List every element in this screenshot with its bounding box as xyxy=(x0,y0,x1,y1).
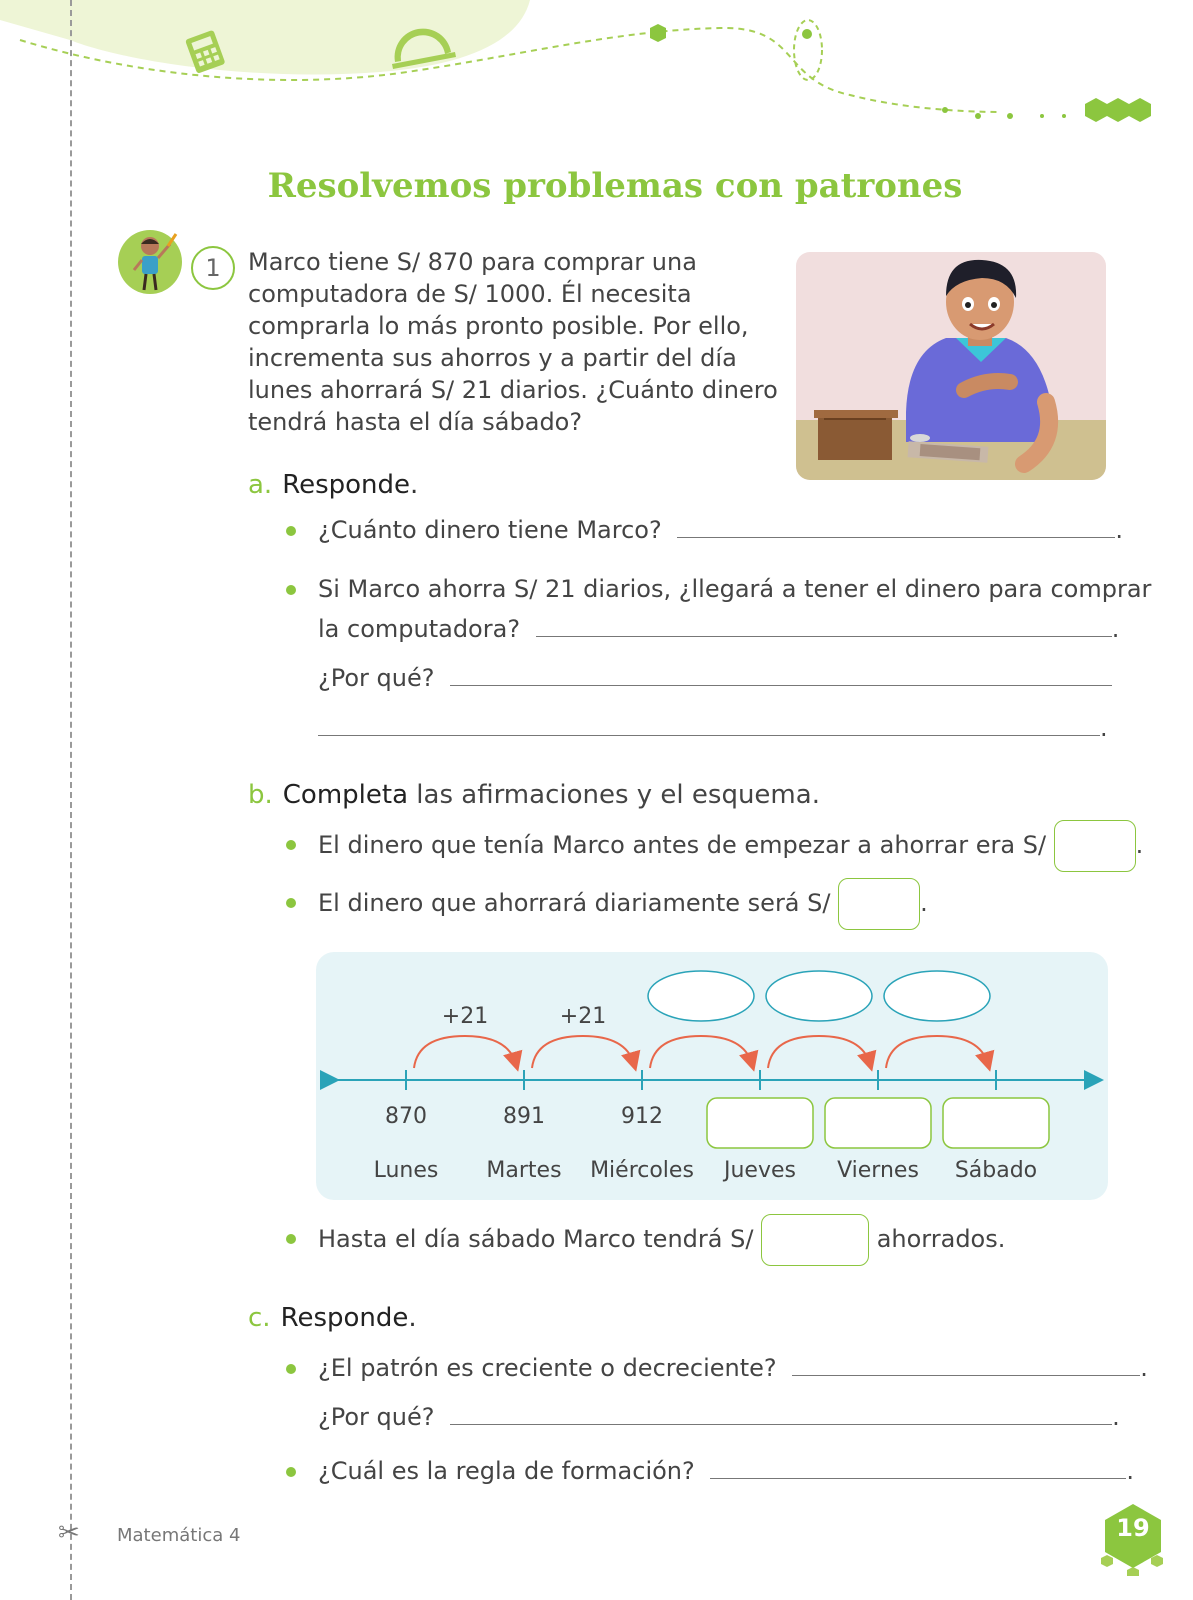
section-a-letter: a. xyxy=(248,470,273,500)
answer-line-a3[interactable] xyxy=(450,665,1112,686)
step-label: +21 xyxy=(559,1004,607,1029)
jump-arrow xyxy=(650,1036,752,1068)
bullet xyxy=(286,840,296,850)
value-answer-box[interactable] xyxy=(825,1098,931,1148)
answer-line-a2[interactable] xyxy=(536,616,1112,637)
bullet xyxy=(286,585,296,595)
section-b-rest: las afirmaciones y el esquema. xyxy=(408,780,820,810)
book-name: Matemática 4 xyxy=(117,1525,241,1546)
jump-arrow xyxy=(886,1036,988,1068)
header-decoration xyxy=(0,0,1193,140)
day-label: Lunes xyxy=(373,1158,439,1183)
cube-icon xyxy=(650,24,666,42)
section-b-heading xyxy=(248,780,820,810)
question-a1-text: ¿Cuánto dinero tiene Marco? xyxy=(318,516,662,544)
problem-text: Marco tiene S/ 870 para comprar una computadora de S/ 1000. Él necesita comprarla lo más pronto posible. Por ello, incrementa sus ahorros y a partir del día lunes ahorrará S/ 21 diarios. ¿Cuánto dinero tendrá hasta el día sábado? xyxy=(248,248,778,436)
answer-line-a3b[interactable] xyxy=(318,715,1100,736)
statement-b3-text: Hasta el día sábado Marco tendrá S/ xyxy=(318,1225,754,1253)
day-label: Martes xyxy=(486,1158,562,1183)
question-a3-text: ¿Por qué? xyxy=(318,664,435,692)
statement-b1-text: El dinero que tenía Marco antes de empezar a ahorrar era S/ xyxy=(318,831,1047,859)
question-a2-text-2: la computadora? xyxy=(318,615,521,643)
answer-line-c2[interactable] xyxy=(450,1404,1112,1425)
day-label: Miércoles xyxy=(590,1158,694,1183)
question-a2 xyxy=(318,575,1151,603)
answer-line-a3-second: . xyxy=(318,714,1108,742)
answer-box-b1[interactable] xyxy=(1054,820,1136,872)
value-answer-box[interactable] xyxy=(707,1098,813,1148)
step-answer-oval[interactable] xyxy=(766,971,872,1021)
question-c3: ¿Cuál es la regla de formación? . xyxy=(318,1457,1134,1485)
section-a-verb: Responde xyxy=(282,470,411,500)
question-a2-continued: la computadora? . xyxy=(318,615,1120,643)
bullet xyxy=(286,898,296,908)
question-c2-text: ¿Por qué? xyxy=(318,1403,435,1431)
value-label: 891 xyxy=(503,1104,545,1129)
section-c-verb: Responde xyxy=(280,1303,409,1333)
day-label: Sábado xyxy=(954,1158,1038,1183)
section-c-heading: c. Responde. xyxy=(248,1303,417,1333)
value-label: 870 xyxy=(385,1104,427,1129)
problem-number: 1 xyxy=(191,246,235,290)
statement-b3-after: ahorrados. xyxy=(876,1225,1006,1253)
jump-arrow xyxy=(768,1036,870,1068)
question-a2-text: Si Marco ahorra S/ 21 diarios, ¿llegará a tener el dinero para comprar xyxy=(318,575,1152,603)
answer-box-b2[interactable] xyxy=(838,878,920,930)
bullet xyxy=(286,526,296,536)
bullet xyxy=(286,1467,296,1477)
value-answer-box[interactable] xyxy=(943,1098,1049,1148)
statement-b2: El dinero que ahorrará diariamente será S/ . xyxy=(318,878,928,930)
boy-counting-money-illustration xyxy=(796,252,1106,480)
dots-decoration xyxy=(942,107,1066,119)
step-answer-oval[interactable] xyxy=(884,971,990,1021)
question-a1: ¿Cuánto dinero tiene Marco? . xyxy=(318,516,1123,544)
section-b-verb: Completa xyxy=(282,780,409,810)
number-line-scheme xyxy=(316,952,1108,1200)
page-title: Resolvemos problemas con patrones xyxy=(267,166,963,206)
section-a-heading: a. Responde. xyxy=(248,470,419,500)
question-c2: ¿Por qué? . xyxy=(318,1403,1120,1431)
bullet xyxy=(286,1234,296,1244)
answer-line-c3[interactable] xyxy=(710,1458,1126,1479)
answer-line-a1[interactable] xyxy=(677,517,1115,538)
cubes-icon xyxy=(1085,98,1151,122)
question-c1: ¿El patrón es creciente o decreciente? . xyxy=(318,1354,1148,1382)
step-answer-oval[interactable] xyxy=(648,971,754,1021)
day-label: Viernes xyxy=(837,1158,919,1183)
question-c3-text: ¿Cuál es la regla de formación? xyxy=(318,1457,695,1485)
statement-b1: El dinero que tenía Marco antes de empezar a ahorrar era S/ . xyxy=(318,820,1143,872)
section-c-letter: c. xyxy=(248,1303,271,1333)
bullet xyxy=(286,1364,296,1374)
statement-b2-text: El dinero que ahorrará diariamente será S/ xyxy=(318,889,831,917)
jump-arrow xyxy=(414,1036,516,1068)
step-label: +21 xyxy=(441,1004,489,1029)
jump-arrow xyxy=(532,1036,634,1068)
section-b-letter: b. xyxy=(248,780,273,810)
answer-line-c1[interactable] xyxy=(792,1355,1140,1376)
statement-b3 xyxy=(318,1214,1005,1266)
question-a3 xyxy=(318,664,1112,692)
scissors-icon: ✂ xyxy=(58,1518,80,1548)
question-c1-text: ¿El patrón es creciente o decreciente? xyxy=(318,1354,777,1382)
day-label: Jueves xyxy=(724,1158,796,1183)
cut-line xyxy=(70,0,72,1600)
answer-box-b3[interactable] xyxy=(761,1214,869,1266)
page-number: 19 xyxy=(1116,1514,1150,1542)
value-label: 912 xyxy=(621,1104,663,1129)
student-icon xyxy=(116,226,184,298)
